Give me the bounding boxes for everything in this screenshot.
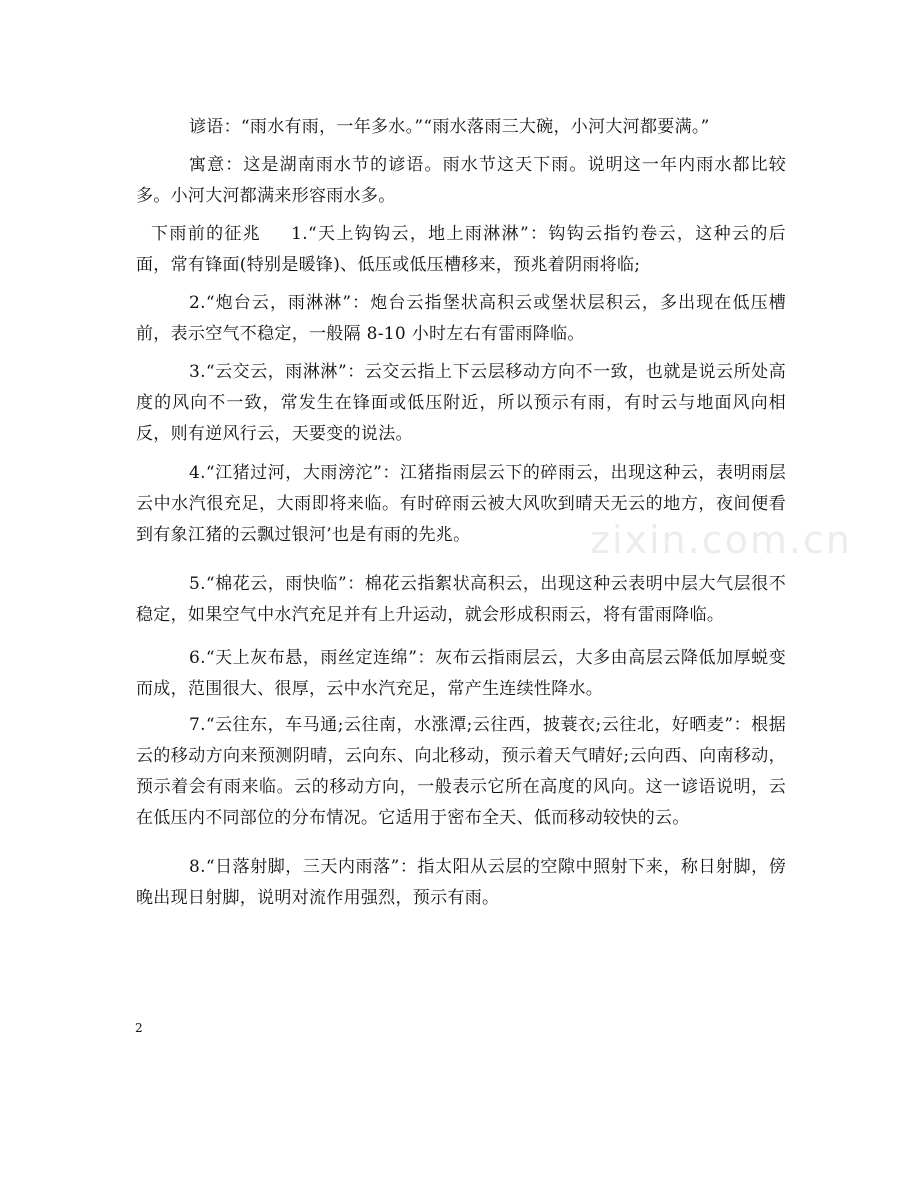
- signs-paragraph-6: 6.“天上灰布悬，雨丝定连绵”：灰布云指雨层云，大多由高层云降低加厚蜕变而成，范围很大、很厚，云中水汽充足，常产生连续性降水。: [136, 648, 786, 699]
- signs-paragraph-4: 4.“江猪过河，大雨滂沱”：江猪指雨层云下的碎雨云，出现这种云，表明雨层云中水汽很充足，大雨即将来临。有时碎雨云被大风吹到晴天无云的地方，夜间便看到有象江猪的云飘过银河’也是有雨的先兆。: [136, 463, 786, 545]
- watermark: zixin.com.cn: [590, 518, 852, 562]
- signs-paragraph-8: 8.“日落射脚，三天内雨落”：指太阳从云层的空隙中照射下来，称日射脚，傍晚出现日射脚，说明对流作用强烈，预示有雨。: [136, 857, 786, 908]
- signs-paragraph-3: 3.“云交云，雨淋淋”：云交云指上下云层移动方向不一致，也就是说云所处高度的风向不一致，常发生在锋面或低压附近，所以预示有雨，有时云与地面风向相反，则有逆风行云，天要变的说法。: [136, 362, 786, 444]
- signs-text-1: 1.“天上钩钩云，地上雨淋淋”：钩钩云指钓卷云，这种云的后面，常有锋面(特别是暖锋)、低压或低压槽移来，预兆着阴雨将临;: [136, 224, 786, 275]
- signs-paragraph-5: 5.“棉花云，雨快临”：棉花云指絮状高积云，出现这种云表明中层大气层很不稳定，如果空气中水汽充足并有上升运动，就会形成积雨云，将有雷雨降临。: [136, 574, 786, 625]
- meaning-paragraph: 寓意：这是湖南雨水节的谚语。雨水节这天下雨。说明这一年内雨水都比较多。小河大河都满来形容雨水多。: [136, 155, 786, 206]
- signs-paragraph-2: 2.“炮台云，雨淋淋”：炮台云指堡状高积云或堡状层积云，多出现在低压槽前，表示空气不稳定，一般隔 8-10 小时左右有雷雨降临。: [136, 293, 786, 344]
- signs-paragraph-1: [136, 219, 786, 281]
- proverb-paragraph: 谚语：“雨水有雨，一年多水。”“雨水落雨三大碗，小河大河都要满。”: [189, 117, 710, 137]
- section-heading: 下雨前的征兆: [151, 224, 262, 244]
- signs-paragraph-7: 7.“云往东，车马通;云往南，水涨潭;云往西，披蓑衣;云往北，好晒麦”：根据云的移动方向来预测阴晴，云向东、向北移动，预示着天气晴好;云向西、向南移动，预示着会有雨来临。云的移动方向，一般表示它所在高度的风向。这一谚语说明，云在低压内不同部位的分布情况。它适用于密布全天、低而移动较快的云。: [136, 715, 786, 828]
- page-number: 2: [135, 1021, 143, 1035]
